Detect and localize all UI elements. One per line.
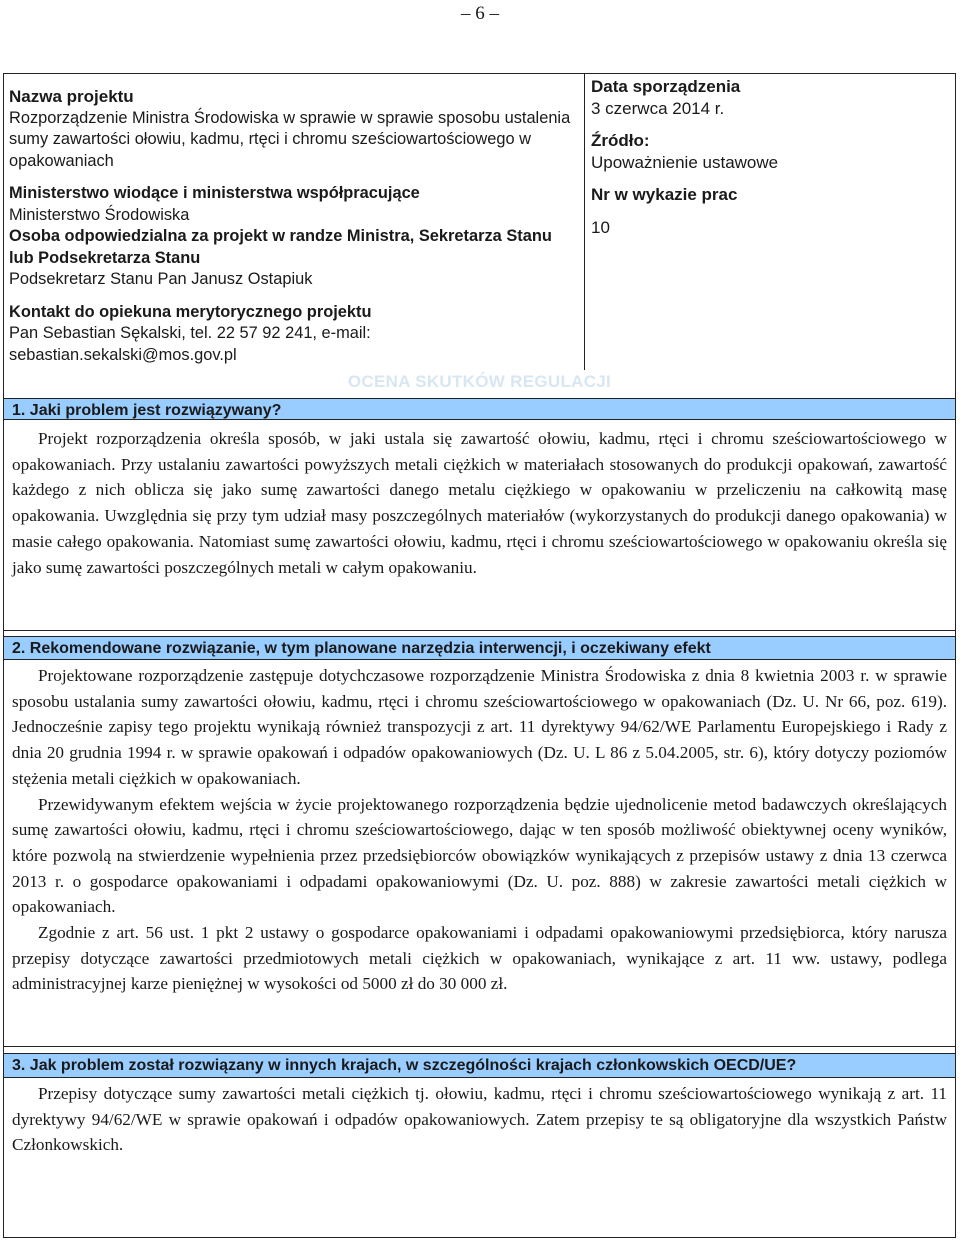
responsible-value: Podsekretarz Stanu Pan Janusz Ostapiuk xyxy=(9,270,313,288)
section-3-header xyxy=(4,1053,955,1078)
worklist-label: Nr w wykazie prac xyxy=(591,185,738,204)
osr-title: OCENA SKUTKÓW REGULACJI xyxy=(347,372,612,391)
header-right xyxy=(591,76,951,238)
section-2-title: 2. Rekomendowane rozwiązanie, w tym planowane narzędzia interwencji, i oczekiwany efekt xyxy=(12,640,711,657)
section-divider xyxy=(4,630,955,631)
section-1-header xyxy=(4,398,955,420)
date-label: Data sporządzenia xyxy=(591,77,741,96)
project-name-value: Rozporządzenie Ministra Środowiska w sprawie w sprawie sposobu ustalenia sumy zawartości ołowiu, kadmu, rtęci i chromu sześciowartościowego w opakowaniach xyxy=(9,108,571,170)
section-2-paragraph-2: Przewidywanym efektem wejścia w życie projektowanego rozporządzenia będzie ujednolicenie metod badawczych określających sumę zawartości ołowiu, kadmu, rtęci i chromu sześciowartościowego, dając w ten sposób możliwość obiektywnej oceny wyników, które pozwolą na stwierdzenie wypełnienia przez przedsiębiorców obowiązków wynikających z przepisów ustawy z dnia 13 czerwca 2013 r. o gospodarce opakowaniami i odpadami opakowaniowymi (Dz. U. poz. 888) w zakresie zawartości metali ciężkich w opakowaniach. xyxy=(12,794,947,917)
ministry-value: Ministerstwo Środowiska xyxy=(9,205,190,224)
ministry-label: Ministerstwo wiodące i ministerstwa współpracujące xyxy=(9,184,420,202)
contact-value: Pan Sebastian Sękalski, tel. 22 57 92 241, e-mail: sebastian.sekalski@mos.gov.pl xyxy=(9,324,371,364)
section-2-body xyxy=(12,663,947,997)
section-1-paragraph: Projekt rozporządzenia określa sposób, w jaki ustala się zawartość ołowiu, kadmu, rtęci i chromu sześciowartościowego w opakowaniach. Przy ustalaniu zawartości powyższych metali ciężkich w materiałach stosowanych do produkcji opakowań, zawartość każdego z nich oblicza się jako sumę zawartości danego metalu ciężkiego w opakowaniu w przeliczeniu na całkowitą masę opakowania. Uwzględnia się przy tym udział masy poszczególnych materiałów (wykorzystanych do produkcji danego opakowania) w masie całego opakowania. Natomiast sumę zawartości ołowiu, kadmu, rtęci i chromu sześciowartościowego w opakowaniu określa się jako sumę zawartości poszczególnych metali w całym opakowaniu. xyxy=(12,429,947,577)
section-1-title: 1. Jaki problem jest rozwiązywany? xyxy=(12,402,282,419)
section-3-paragraph: Przepisy dotyczące sumy zawartości metali ciężkich tj. ołowiu, kadmu, rtęci i chromu sześciowartościowego wynikają z art. 11 dyrektywy 94/62/WE w sprawie opakowań i odpadów opakowaniowych. Zatem przepisy te są obligatoryjne dla wszystkich Państw Członkowskich. xyxy=(12,1084,947,1155)
section-divider xyxy=(4,1046,955,1047)
page-number: – 6 – xyxy=(461,3,499,24)
responsible-label: Osoba odpowiedzialna za projekt w randze Ministra, Sekretarza Stanu lub Podsekretarza Stanu xyxy=(9,227,552,267)
header-left xyxy=(9,86,579,366)
section-2-paragraph-1: Projektowane rozporządzenie zastępuje dotychczasowe rozporządzenie Ministra Środowiska z dnia 8 kwietnia 2003 r. w sprawie sposobu ustalania sumy zawartości ołowiu, kadmu, rtęci i chromu sześciowartościowego w opakowaniach (Dz. U. Nr 66, poz. 619). Jednocześnie zapisy tego projektu wynikają również transpozycji z art. 11 dyrektywy 94/62/WE Parlamentu Europejskiego i Rady z dnia 20 grudnia 1994 r. w sprawie opakowań i odpadów opakowaniowych (Dz. U. L 86 z 5.04.2005, str. 6), który dotyczy poziomów stężenia metali ciężkich w opakowaniach. xyxy=(12,666,947,788)
section-3-body xyxy=(12,1081,947,1158)
section-2-header xyxy=(4,636,955,660)
osr-form xyxy=(3,73,956,1238)
section-3-title: 3. Jak problem został rozwiązany w innych krajach, w szczególności krajach członkowskich OECD/UE? xyxy=(12,1057,797,1074)
source-label: Źródło: xyxy=(591,131,650,150)
section-1-body xyxy=(12,426,947,580)
section-2-paragraph-3: Zgodnie z art. 56 ust. 1 pkt 2 ustawy o gospodarce opakowaniami i odpadami opakowaniowymi przedsiębiorca, który narusza przepisy dotyczące zawartości przedmiotowych metali ciężkich w opakowaniach, wynikające z art. 11 ww. ustawy, podlega administracyjnej karze pieniężnej w wysokości od 5000 zł do 30 000 zł. xyxy=(12,923,947,994)
source-value: Upoważnienie ustawowe xyxy=(591,152,779,172)
worklist-value: 10 xyxy=(591,217,610,237)
contact-label: Kontakt do opiekuna merytorycznego projektu xyxy=(9,302,372,321)
project-name-label: Nazwa projektu xyxy=(9,87,134,106)
header-divider xyxy=(584,74,585,370)
date-value: 3 czerwca 2014 r. xyxy=(591,98,725,118)
